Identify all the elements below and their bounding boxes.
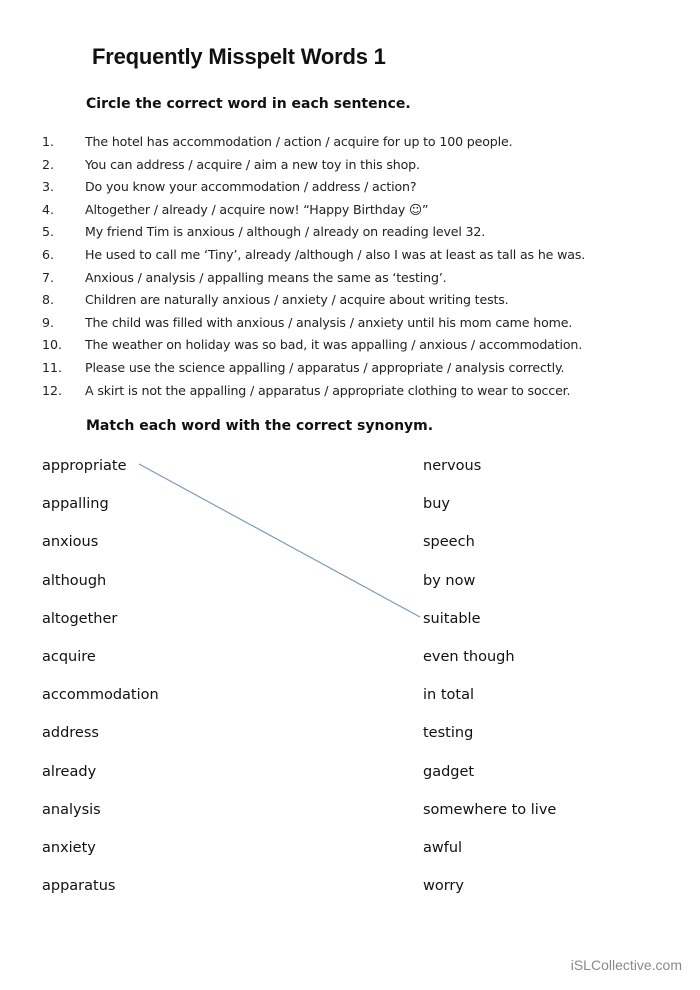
match-word: apparatus: [42, 878, 116, 895]
match-word: acquire: [42, 648, 96, 665]
sentence-text: Please use the science appalling / apparatus / appropriate / analysis correctly.: [85, 359, 565, 375]
sentence-list: [42, 132, 682, 403]
match-word: address: [42, 725, 99, 742]
sentence-item: [42, 335, 682, 358]
sentence-item: [42, 358, 682, 381]
sentence-text: The hotel has accommodation / action / acquire for up to 100 people.: [85, 134, 513, 149]
match-word: accommodation: [42, 687, 159, 704]
sentence-number: 4.: [42, 201, 55, 217]
synonym-column: [423, 455, 556, 913]
match-word: anxiety: [42, 839, 96, 856]
sentence-number: 7.: [42, 269, 55, 285]
sentence-item: [42, 222, 682, 245]
match-word: already: [42, 763, 97, 780]
sentence-number: 10.: [42, 337, 63, 353]
sentence-text: Children are naturally anxious / anxiety / acquire about writing tests.: [85, 292, 509, 308]
sentence-number: 9.: [42, 314, 55, 330]
synonym-word: suitable: [423, 610, 481, 627]
sentence-item: [42, 177, 682, 200]
sentence-number: 3.: [42, 179, 55, 195]
sentence-number: 8.: [42, 292, 55, 308]
sentence-item: [42, 268, 682, 291]
synonym-word: by now: [423, 572, 476, 589]
synonym-word: somewhere to live: [423, 801, 557, 818]
synonym-word: even though: [423, 648, 515, 665]
sentence-text: Do you know your accommodation / address / action?: [85, 179, 417, 195]
match-word: appalling: [42, 496, 109, 513]
sentence-item: [42, 200, 682, 223]
sentence-item: [42, 381, 682, 404]
sentence-number: 2.: [42, 156, 55, 172]
sentence-item: [42, 290, 682, 313]
sentence-item: [42, 245, 682, 268]
match-word: altogether: [42, 610, 118, 627]
synonym-word: in total: [423, 687, 474, 704]
sentence-text: He used to call me ‘Tiny’, already /although / also I was at least as tall as he was.: [85, 246, 586, 262]
worksheet-title: Frequently Misspelt Words 1: [92, 44, 386, 69]
sentence-text: A skirt is not the appalling / apparatus / appropriate clothing to wear to soccer.: [85, 382, 571, 398]
sentence-text: Altogether / already / acquire now! “Happy Birthday ☺”: [85, 201, 429, 217]
synonym-word: speech: [423, 534, 475, 551]
match-word: anxious: [42, 534, 99, 551]
sentence-number: 1.: [42, 134, 55, 149]
sentence-item: [42, 132, 682, 155]
sentence-number: 11.: [42, 359, 63, 375]
match-instruction: Match each word with the correct synonym.: [86, 418, 434, 434]
sentence-number: 6.: [42, 246, 55, 262]
match-word: although: [42, 572, 107, 589]
synonym-word: nervous: [423, 458, 482, 474]
sentence-item: [42, 155, 682, 178]
sentence-item: [42, 313, 682, 336]
circle-instruction: Circle the correct word in each sentence.: [86, 96, 411, 112]
sentence-text: The weather on holiday was so bad, it was appalling / anxious / accommodation.: [85, 337, 583, 353]
sentence-text: The child was filled with anxious / analysis / anxiety until his mom came home.: [85, 314, 573, 330]
synonym-word: gadget: [423, 763, 475, 780]
sentence-number: 5.: [42, 224, 55, 240]
synonym-word: awful: [423, 839, 463, 856]
watermark: iSLCollective.com: [570, 957, 682, 973]
sentence-text: My friend Tim is anxious / although / already on reading level 32.: [85, 224, 486, 240]
synonym-word: buy: [423, 496, 450, 513]
synonym-word: testing: [423, 725, 474, 742]
word-column: [42, 455, 159, 913]
sentence-number: 12.: [42, 382, 63, 398]
sentence-text: Anxious / analysis / appalling means the same as ‘testing’.: [85, 269, 447, 285]
match-word: analysis: [42, 801, 101, 818]
synonym-word: worry: [423, 878, 464, 895]
sentence-text: You can address / acquire / aim a new toy in this shop.: [85, 156, 420, 172]
match-word: appropriate: [42, 458, 127, 474]
